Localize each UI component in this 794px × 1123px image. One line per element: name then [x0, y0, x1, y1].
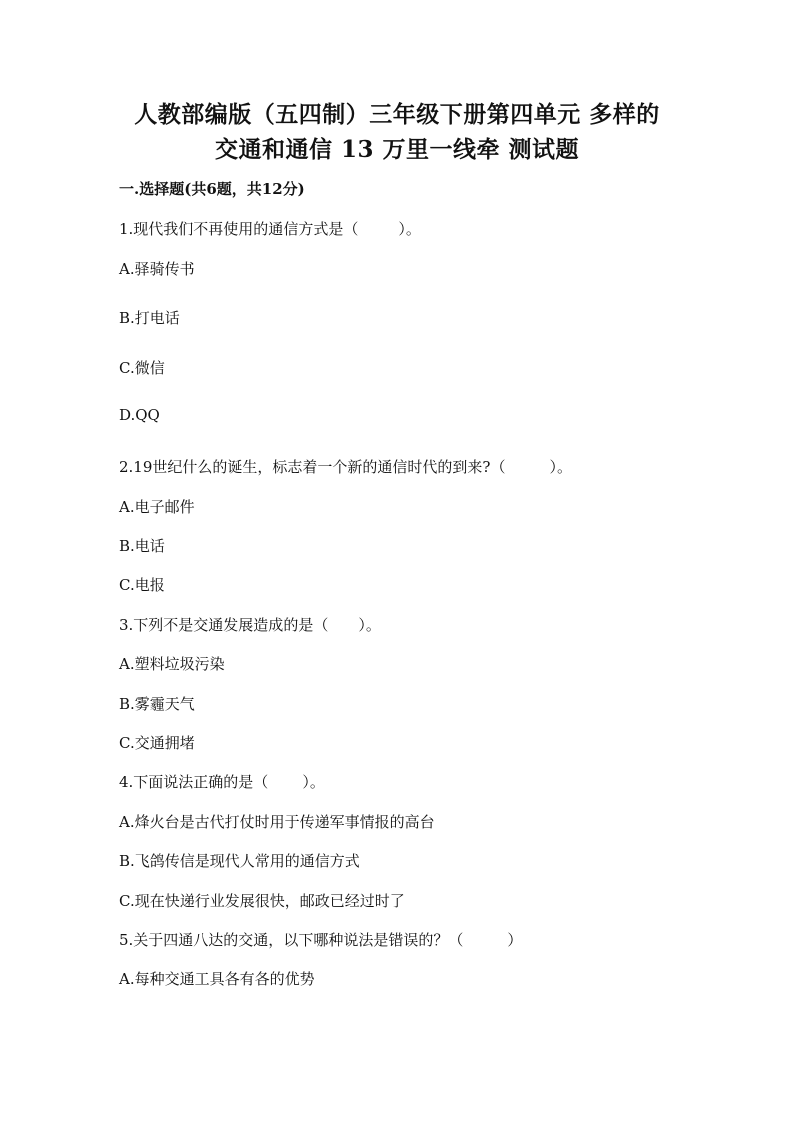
document-title-line-2: 交通和通信 13 万里一线牵 测试题 — [214, 136, 580, 163]
question-2-option-c: C.电报 — [119, 576, 165, 594]
question-3-stem-prefix: 3.下列不是交通发展造成的是（ — [119, 616, 329, 634]
question-2-stem-prefix: 2.19世纪什么的诞生，标志着一个新的通信时代的到来?（ — [119, 458, 506, 476]
question-4-stem — [119, 771, 325, 792]
question-2-option-a: A.电子邮件 — [119, 498, 195, 516]
question-2-stem — [119, 456, 572, 477]
question-1-option-a: A.驿骑传书 — [119, 260, 195, 278]
question-3-option-b: B.雾霾天气 — [119, 695, 195, 713]
question-1-option-b: B.打电话 — [119, 309, 180, 327]
question-4-option-b: B.飞鸽传信是现代人常用的通信方式 — [119, 852, 360, 870]
question-1-option-c: C.微信 — [119, 359, 165, 377]
question-4-option-c: C.现在快递行业发展很快，邮政已经过时了 — [119, 892, 405, 910]
question-1-stem-prefix: 1.现代我们不再使用的通信方式是（ — [119, 220, 359, 238]
question-1-stem — [119, 218, 421, 239]
question-4-stem-prefix: 4.下面说法正确的是（ — [119, 773, 269, 791]
question-5-option-a: A.每种交通工具各有各的优势 — [119, 970, 315, 988]
question-3-option-c: C.交通拥堵 — [119, 734, 195, 752]
question-3-option-a: A.塑料垃圾污染 — [119, 655, 225, 673]
question-2-option-b: B.电话 — [119, 537, 165, 555]
question-5-stem-prefix: 5.关于四通八达的交通，以下哪种说法是错误的？（ — [119, 931, 464, 949]
question-5-stem-suffix: ） — [507, 931, 523, 949]
question-1-stem-suffix: ）。 — [398, 220, 421, 238]
document-title-line-1: 人教部编版（五四制）三年级下册第四单元 多样的 — [134, 101, 660, 128]
question-3-stem — [119, 614, 381, 635]
question-4-stem-suffix: ）。 — [302, 773, 325, 791]
question-2-stem-suffix: ）。 — [549, 458, 572, 476]
section-heading: 一.选择题(共6题，共12分) — [119, 180, 305, 198]
question-5-stem — [119, 929, 522, 950]
question-3-stem-suffix: ）。 — [358, 616, 381, 634]
question-1-option-d: D.QQ — [119, 406, 160, 424]
question-4-option-a: A.烽火台是古代打仗时用于传递军事情报的高台 — [119, 813, 435, 831]
